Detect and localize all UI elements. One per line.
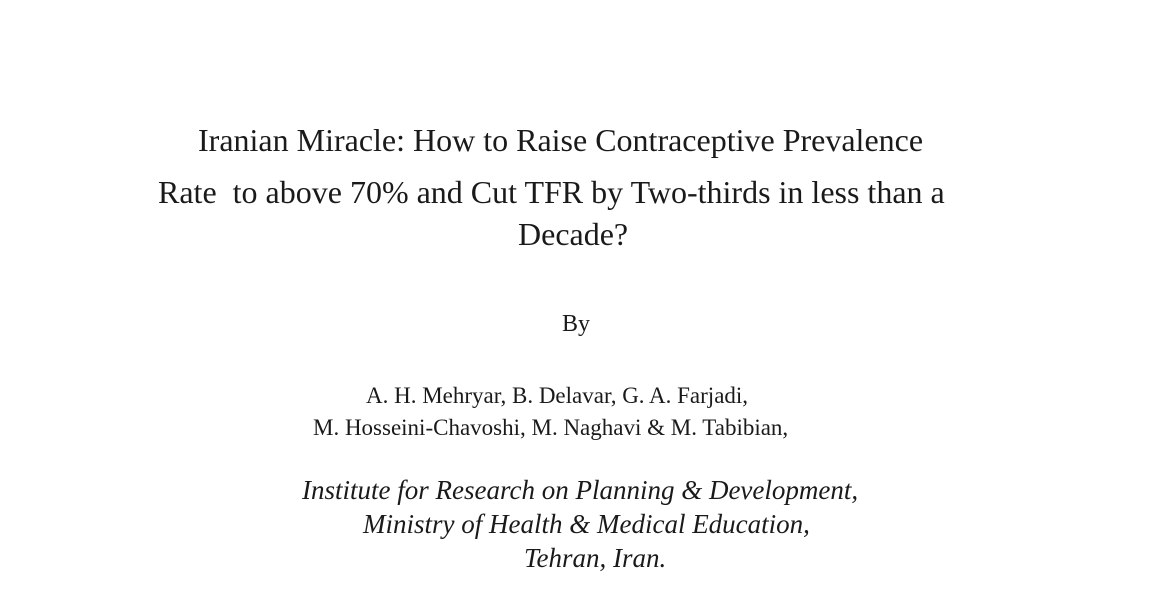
author-line-2: M. Hosseini-Chavoshi, M. Naghavi & M. Tabibian, [313,415,789,440]
title-line-1: Iranian Miracle: How to Raise Contraceptive Prevalence [198,122,924,158]
affiliation-line-2: Ministry of Health & Medical Education, [363,509,810,539]
by-label: By [562,311,591,337]
title-line-2: Rate to above 70% and Cut TFR by Two-thirds in less than a [158,174,945,210]
title-line-3: Decade? [518,216,629,252]
affiliation-line-3: Tehran, Iran. [524,543,667,573]
affiliation-line-1: Institute for Research on Planning & Development, [302,475,859,505]
author-line-1: A. H. Mehryar, B. Delavar, G. A. Farjadi, [366,383,749,408]
